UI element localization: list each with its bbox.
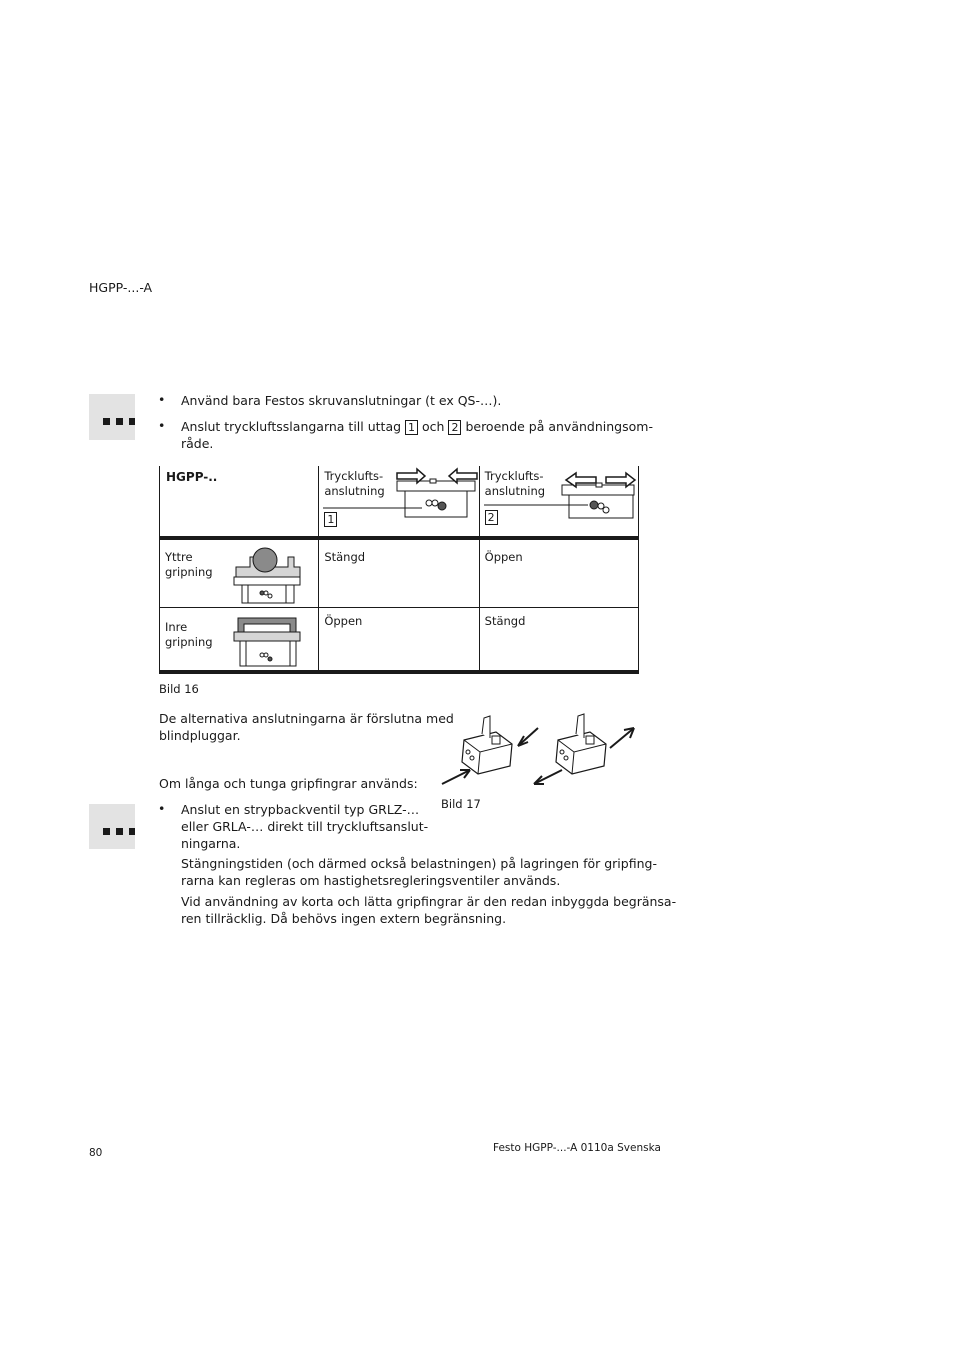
row-label-line: Yttre: [165, 550, 193, 565]
outer-gripping-diagram: [160, 540, 319, 606]
instruction-icon: [89, 394, 135, 440]
paragraph-line: ren tillräcklig. Då behövs ingen extern begränsning.: [181, 911, 507, 926]
bullet-text-1: Använd bara Festos skruvanslutningar (t ex QS-…).: [181, 393, 502, 408]
paragraph-line: blindpluggar.: [159, 728, 241, 743]
table-header-cell: [160, 466, 319, 538]
row-label-cell: [160, 538, 319, 607]
bullet-text-throttle: [181, 801, 428, 852]
connection-table: [159, 466, 639, 674]
row2-port2-cell: [479, 607, 638, 672]
paragraph-closing-time: [181, 855, 657, 889]
state-value: Öppen: [324, 613, 363, 628]
port-label-line: anslutning: [484, 484, 546, 498]
paragraph-line: De alternativa anslutningarna är förslutna med: [159, 711, 454, 726]
paragraph-limiter: [181, 893, 676, 927]
bullet-text-part: Anslut tryckluftsslangarna till uttag: [181, 419, 402, 434]
port-number-box: 2: [448, 420, 461, 435]
footer-document-id: Festo HGPP-...-A 0110a Svenska: [493, 1142, 661, 1154]
figure-caption-16: Bild 16: [159, 682, 199, 696]
row-label-line: gripning: [165, 565, 213, 580]
paragraph-fingers: Om långa och tunga gripfingrar används:: [159, 776, 418, 791]
gripper-port2-diagram: [480, 466, 639, 536]
table-header-port1: [319, 466, 479, 538]
document-header: HGPP-...-A: [89, 280, 153, 295]
state-value: Stängd: [324, 550, 366, 565]
gripper-port1-diagram: [319, 466, 479, 536]
bullet-text-line: ningarna.: [181, 836, 241, 851]
row1-port1-cell: [319, 538, 479, 607]
page-number: 80: [89, 1147, 103, 1159]
table-header-port2: [479, 466, 638, 538]
row-label-line: Inre: [165, 619, 188, 634]
instruction-icon: [89, 804, 135, 849]
row-label-line: gripning: [165, 634, 213, 649]
bullet-marker: •: [158, 801, 166, 816]
port-label-line: anslutning: [324, 484, 385, 498]
bullet-text-part: råde.: [181, 436, 214, 451]
bullet-text-line: Anslut en strypbackventil typ GRLZ-…: [181, 802, 420, 817]
gripper-throttle-valve-illustration: [438, 710, 638, 790]
bullet-text-2: [181, 418, 653, 452]
inner-gripping-diagram: [160, 608, 319, 670]
row-label-cell: [160, 607, 319, 672]
port-number-box: 1: [324, 512, 337, 527]
paragraph-line: rarna kan regleras om hastighetsregleringsventiler används.: [181, 873, 561, 888]
paragraph-blindplugs: [159, 710, 454, 744]
table-header-label: HGPP-..: [166, 470, 218, 484]
paragraph-line: Vid användning av korta och lätta gripfingrar är den redan inbyggda begränsa-: [181, 894, 677, 909]
bullet-text-line: eller GRLA-… direkt till tryckluftsanslut-: [181, 819, 429, 834]
bullet-text-part: och: [422, 419, 445, 434]
bullet-marker: •: [158, 392, 166, 407]
port-label-line: Trycklufts-: [324, 469, 384, 483]
state-value: Stängd: [484, 613, 526, 628]
state-value: Öppen: [484, 550, 523, 565]
bullet-text-part: beroende på användningsom-: [465, 419, 653, 434]
paragraph-line: Stängningstiden (och därmed också belastningen) på lagringen för gripfing-: [181, 856, 657, 871]
row1-port2-cell: [479, 538, 638, 607]
port-number-box: 1: [405, 420, 418, 435]
figure-caption-17: Bild 17: [441, 797, 481, 811]
row2-port1-cell: [319, 607, 479, 672]
bullet-marker: •: [158, 418, 166, 433]
port-label-line: Trycklufts-: [484, 469, 544, 483]
port-number-box: 2: [485, 510, 498, 525]
